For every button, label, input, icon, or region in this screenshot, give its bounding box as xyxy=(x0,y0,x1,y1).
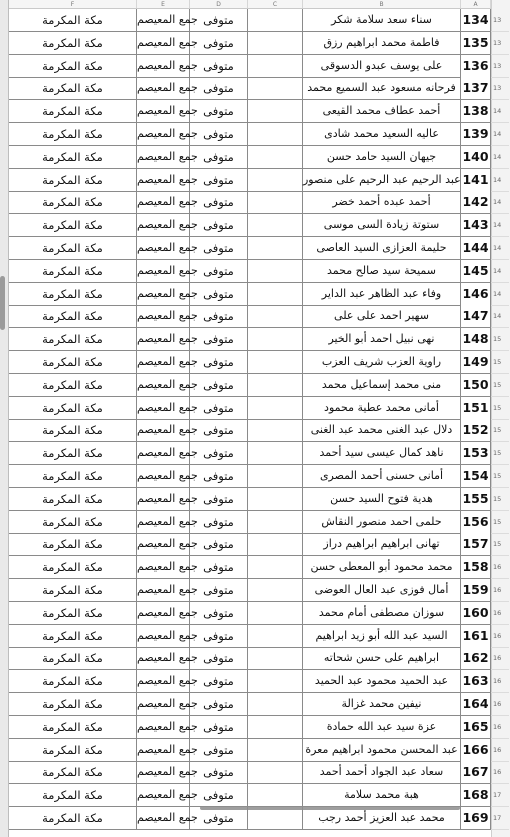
row-header[interactable]: 16 xyxy=(491,647,509,670)
table-row xyxy=(9,511,491,534)
number-cell[interactable]: 135 xyxy=(461,32,491,55)
name-cell[interactable]: ابراهيم على حسن شحاته xyxy=(303,647,461,670)
empty-cell[interactable] xyxy=(248,716,303,739)
status-cell[interactable]: متوفى xyxy=(190,784,248,807)
empty-cell[interactable] xyxy=(248,488,303,511)
status-cell[interactable]: متوفى xyxy=(190,511,248,534)
name-cell[interactable]: عبد المحسن محمود ابراهيم معرة xyxy=(303,739,461,762)
association-cell[interactable]: جمع المعيصم xyxy=(137,716,190,739)
name-cell[interactable]: محمد عبد العزيز أحمد رجب xyxy=(303,807,461,830)
association-cell[interactable]: جمع المعيصم xyxy=(137,146,190,169)
status-cell[interactable]: متوفى xyxy=(190,716,248,739)
name-cell[interactable]: أمال فوزى عبد العال العوضى xyxy=(303,579,461,602)
name-cell[interactable]: نهى نبيل احمد أبو الخير xyxy=(303,328,461,351)
association-cell[interactable]: جمع المعيصم xyxy=(137,602,190,625)
association-cell[interactable]: جمع المعيصم xyxy=(137,351,190,374)
number-cell[interactable]: 140 xyxy=(461,146,491,169)
row-header[interactable]: 14 xyxy=(491,123,509,146)
status-cell[interactable]: متوفى xyxy=(190,100,248,123)
name-cell[interactable]: راوية العزب شريف العزب xyxy=(303,351,461,374)
association-cell[interactable]: جمع المعيصم xyxy=(137,374,190,397)
name-cell[interactable]: وفاء عبد الظاهر عبد الداير xyxy=(303,283,461,306)
city-cell[interactable]: مكة المكرمة xyxy=(9,100,137,123)
name-cell[interactable]: عاليه السعيد محمد شادى xyxy=(303,123,461,146)
city-cell[interactable]: مكة المكرمة xyxy=(9,533,137,556)
row-header[interactable]: 15 xyxy=(491,488,509,511)
number-cell[interactable]: 152 xyxy=(461,419,491,442)
table-row xyxy=(9,488,491,511)
number-cell[interactable]: 163 xyxy=(461,670,491,693)
empty-cell[interactable] xyxy=(248,146,303,169)
number-cell[interactable]: 169 xyxy=(461,807,491,830)
name-cell[interactable]: سعاد عبد الجواد أحمد أحمد xyxy=(303,761,461,784)
row-header[interactable]: 15 xyxy=(491,328,509,351)
number-cell[interactable]: 146 xyxy=(461,283,491,306)
row-header[interactable]: 17 xyxy=(491,784,509,807)
status-cell[interactable]: متوفى xyxy=(190,55,248,78)
status-cell[interactable]: متوفى xyxy=(190,283,248,306)
column-header-b[interactable]: B xyxy=(303,0,461,9)
number-cell[interactable]: 151 xyxy=(461,397,491,420)
association-cell[interactable]: جمع المعيصم xyxy=(137,328,190,351)
row-header[interactable]: 14 xyxy=(491,169,509,192)
table-row xyxy=(9,419,491,442)
association-cell[interactable]: جمع المعيصم xyxy=(137,169,190,192)
row-header[interactable]: 14 xyxy=(491,191,509,214)
city-cell[interactable]: مكة المكرمة xyxy=(9,305,137,328)
name-cell[interactable]: أمانى حسنى أحمد المصرى xyxy=(303,465,461,488)
status-cell[interactable]: متوفى xyxy=(190,761,248,784)
row-header[interactable]: 16 xyxy=(491,739,509,762)
status-cell[interactable]: متوفى xyxy=(190,237,248,260)
number-cell[interactable]: 147 xyxy=(461,305,491,328)
table-row xyxy=(9,465,491,488)
table-row xyxy=(9,237,491,260)
association-cell[interactable]: جمع المعيصم xyxy=(137,556,190,579)
row-header[interactable]: 15 xyxy=(491,465,509,488)
city-cell[interactable]: مكة المكرمة xyxy=(9,351,137,374)
row-header[interactable]: 15 xyxy=(491,419,509,442)
row-header[interactable]: 17 xyxy=(491,807,509,830)
status-cell[interactable]: متوفى xyxy=(190,488,248,511)
number-cell[interactable]: 154 xyxy=(461,465,491,488)
number-cell[interactable]: 142 xyxy=(461,191,491,214)
table-row xyxy=(9,784,491,807)
table-row xyxy=(9,442,491,465)
empty-cell[interactable] xyxy=(248,602,303,625)
number-cell[interactable]: 141 xyxy=(461,169,491,192)
number-cell[interactable]: 143 xyxy=(461,214,491,237)
column-header-d[interactable]: D xyxy=(190,0,248,9)
table-row xyxy=(9,283,491,306)
row-header[interactable]: 14 xyxy=(491,237,509,260)
column-header-a[interactable]: A xyxy=(461,0,491,9)
name-cell[interactable]: سميحة سيد صالح محمد xyxy=(303,260,461,283)
empty-cell[interactable] xyxy=(248,328,303,351)
row-header[interactable]: 16 xyxy=(491,670,509,693)
table-row xyxy=(9,328,491,351)
city-cell[interactable]: مكة المكرمة xyxy=(9,77,137,100)
number-cell[interactable]: 153 xyxy=(461,442,491,465)
table-row xyxy=(9,169,491,192)
number-cell[interactable]: 144 xyxy=(461,237,491,260)
city-cell[interactable]: مكة المكرمة xyxy=(9,465,137,488)
city-cell[interactable]: مكة المكرمة xyxy=(9,442,137,465)
empty-cell[interactable] xyxy=(248,693,303,716)
empty-cell[interactable] xyxy=(248,55,303,78)
name-cell[interactable]: سهير احمد على على xyxy=(303,305,461,328)
number-cell[interactable]: 136 xyxy=(461,55,491,78)
name-cell[interactable]: عزة سيد عبد الله حمادة xyxy=(303,716,461,739)
table-row xyxy=(9,374,491,397)
status-cell[interactable]: متوفى xyxy=(190,693,248,716)
name-cell[interactable]: ناهد كمال عيسى سيد أحمد xyxy=(303,442,461,465)
status-cell[interactable]: متوفى xyxy=(190,625,248,648)
status-cell[interactable]: متوفى xyxy=(190,305,248,328)
empty-cell[interactable] xyxy=(248,77,303,100)
row-header[interactable]: 16 xyxy=(491,602,509,625)
status-cell[interactable]: متوفى xyxy=(190,9,248,32)
city-cell[interactable]: مكة المكرمة xyxy=(9,784,137,807)
row-header[interactable]: 16 xyxy=(491,625,509,648)
name-cell[interactable]: جيهان السيد حامد حسن xyxy=(303,146,461,169)
empty-cell[interactable] xyxy=(248,739,303,762)
table-row xyxy=(9,807,491,830)
status-cell[interactable]: متوفى xyxy=(190,533,248,556)
association-cell[interactable]: جمع المعيصم xyxy=(137,397,190,420)
left-edge-bar xyxy=(0,0,9,837)
empty-cell[interactable] xyxy=(248,419,303,442)
empty-cell[interactable] xyxy=(248,511,303,534)
empty-cell[interactable] xyxy=(248,465,303,488)
name-cell[interactable]: هبة محمد سلامة xyxy=(303,784,461,807)
status-cell[interactable]: متوفى xyxy=(190,419,248,442)
name-cell[interactable]: عبد الحميد محمود عبد الحميد xyxy=(303,670,461,693)
number-cell[interactable]: 148 xyxy=(461,328,491,351)
empty-cell[interactable] xyxy=(248,260,303,283)
association-cell[interactable]: جمع المعيصم xyxy=(137,533,190,556)
status-cell[interactable]: متوفى xyxy=(190,191,248,214)
vertical-scrollbar[interactable] xyxy=(0,276,5,330)
city-cell[interactable]: مكة المكرمة xyxy=(9,55,137,78)
association-cell[interactable]: جمع المعيصم xyxy=(137,442,190,465)
number-cell[interactable]: 156 xyxy=(461,511,491,534)
city-cell[interactable]: مكة المكرمة xyxy=(9,123,137,146)
empty-cell[interactable] xyxy=(248,647,303,670)
empty-cell[interactable] xyxy=(248,397,303,420)
status-cell[interactable]: متوفى xyxy=(190,328,248,351)
status-cell[interactable]: متوفى xyxy=(190,146,248,169)
city-cell[interactable]: مكة المكرمة xyxy=(9,579,137,602)
number-cell[interactable]: 139 xyxy=(461,123,491,146)
table-row xyxy=(9,123,491,146)
column-header-c[interactable]: C xyxy=(248,0,303,9)
association-cell[interactable]: جمع المعيصم xyxy=(137,488,190,511)
number-cell[interactable]: 137 xyxy=(461,77,491,100)
name-cell[interactable]: هدية فتوح السيد حسن xyxy=(303,488,461,511)
empty-cell[interactable] xyxy=(248,283,303,306)
status-cell[interactable]: متوفى xyxy=(190,602,248,625)
empty-cell[interactable] xyxy=(248,579,303,602)
name-cell[interactable]: دلال عبد الغنى محمد عبد الغنى xyxy=(303,419,461,442)
number-cell[interactable]: 149 xyxy=(461,351,491,374)
row-header[interactable]: 16 xyxy=(491,761,509,784)
empty-cell[interactable] xyxy=(248,670,303,693)
status-cell[interactable]: متوفى xyxy=(190,739,248,762)
row-header[interactable]: 16 xyxy=(491,556,509,579)
number-cell[interactable]: 138 xyxy=(461,100,491,123)
name-cell[interactable]: السيد عبد الله أبو زيد ابراهيم xyxy=(303,625,461,648)
status-cell[interactable]: متوفى xyxy=(190,465,248,488)
association-cell[interactable]: جمع المعيصم xyxy=(137,214,190,237)
association-cell[interactable]: جمع المعيصم xyxy=(137,739,190,762)
association-cell[interactable]: جمع المعيصم xyxy=(137,77,190,100)
empty-cell[interactable] xyxy=(248,9,303,32)
number-cell[interactable]: 158 xyxy=(461,556,491,579)
city-cell[interactable]: مكة المكرمة xyxy=(9,488,137,511)
name-cell[interactable]: تهانى ابراهيم ابراهيم دراز xyxy=(303,533,461,556)
name-cell[interactable]: أمانى محمد عطية محمود xyxy=(303,397,461,420)
association-cell[interactable]: جمع المعيصم xyxy=(137,807,190,830)
association-cell[interactable]: جمع المعيصم xyxy=(137,784,190,807)
table-row xyxy=(9,533,491,556)
city-cell[interactable]: مكة المكرمة xyxy=(9,169,137,192)
row-header[interactable]: 14 xyxy=(491,283,509,306)
row-header[interactable]: 16 xyxy=(491,579,509,602)
empty-cell[interactable] xyxy=(248,32,303,55)
association-cell[interactable]: جمع المعيصم xyxy=(137,305,190,328)
table-row xyxy=(9,397,491,420)
city-cell[interactable]: مكة المكرمة xyxy=(9,419,137,442)
city-cell[interactable]: مكة المكرمة xyxy=(9,761,137,784)
number-cell[interactable]: 167 xyxy=(461,761,491,784)
association-cell[interactable]: جمع المعيصم xyxy=(137,191,190,214)
city-cell[interactable]: مكة المكرمة xyxy=(9,397,137,420)
number-cell[interactable]: 145 xyxy=(461,260,491,283)
association-cell[interactable]: جمع المعيصم xyxy=(137,419,190,442)
city-cell[interactable]: مكة المكرمة xyxy=(9,511,137,534)
number-cell[interactable]: 164 xyxy=(461,693,491,716)
name-cell[interactable]: حلمى احمد منصور النقاش xyxy=(303,511,461,534)
association-cell[interactable]: جمع المعيصم xyxy=(137,283,190,306)
number-cell[interactable]: 165 xyxy=(461,716,491,739)
association-cell[interactable]: جمع المعيصم xyxy=(137,579,190,602)
table-row xyxy=(9,647,491,670)
number-cell[interactable]: 155 xyxy=(461,488,491,511)
empty-cell[interactable] xyxy=(248,807,303,830)
association-cell[interactable]: جمع المعيصم xyxy=(137,693,190,716)
name-cell[interactable]: سناء سعد سلامة شكر xyxy=(303,9,461,32)
table-row xyxy=(9,32,491,55)
empty-cell[interactable] xyxy=(248,123,303,146)
empty-cell[interactable] xyxy=(248,533,303,556)
table-row xyxy=(9,761,491,784)
name-cell[interactable]: فرحانه مسعود عبد السميع محمد xyxy=(303,77,461,100)
number-cell[interactable]: 168 xyxy=(461,784,491,807)
status-cell[interactable]: متوفى xyxy=(190,442,248,465)
row-header[interactable]: 16 xyxy=(491,716,509,739)
name-cell[interactable]: سوزان مصطفى أمام محمد xyxy=(303,602,461,625)
row-header[interactable]: 14 xyxy=(491,305,509,328)
city-cell[interactable]: مكة المكرمة xyxy=(9,625,137,648)
empty-cell[interactable] xyxy=(248,761,303,784)
row-header[interactable]: 15 xyxy=(491,397,509,420)
association-cell[interactable]: جمع المعيصم xyxy=(137,647,190,670)
association-cell[interactable]: جمع المعيصم xyxy=(137,625,190,648)
table-row xyxy=(9,214,491,237)
city-cell[interactable]: مكة المكرمة xyxy=(9,214,137,237)
table-row xyxy=(9,670,491,693)
row-header[interactable]: 14 xyxy=(491,260,509,283)
city-cell[interactable]: مكة المكرمة xyxy=(9,146,137,169)
association-cell[interactable]: جمع المعيصم xyxy=(137,237,190,260)
table-row xyxy=(9,146,491,169)
empty-cell[interactable] xyxy=(248,442,303,465)
row-header[interactable]: 15 xyxy=(491,511,509,534)
empty-cell[interactable] xyxy=(248,374,303,397)
status-cell[interactable]: متوفى xyxy=(190,351,248,374)
table-row xyxy=(9,77,491,100)
city-cell[interactable]: مكة المكرمة xyxy=(9,556,137,579)
city-cell[interactable]: مكة المكرمة xyxy=(9,739,137,762)
status-cell[interactable]: متوفى xyxy=(190,579,248,602)
name-cell[interactable]: أحمد عبده أحمد خضر xyxy=(303,191,461,214)
association-cell[interactable]: جمع المعيصم xyxy=(137,123,190,146)
association-cell[interactable]: جمع المعيصم xyxy=(137,465,190,488)
status-cell[interactable]: متوفى xyxy=(190,556,248,579)
empty-cell[interactable] xyxy=(248,625,303,648)
row-header[interactable]: 15 xyxy=(491,533,509,556)
table-row xyxy=(9,556,491,579)
association-cell[interactable]: جمع المعيصم xyxy=(137,260,190,283)
empty-cell[interactable] xyxy=(248,191,303,214)
horizontal-scrollbar[interactable] xyxy=(200,806,460,810)
status-cell[interactable]: متوفى xyxy=(190,169,248,192)
table-row xyxy=(9,625,491,648)
status-cell[interactable]: متوفى xyxy=(190,374,248,397)
row-header[interactable]: 15 xyxy=(491,351,509,374)
row-header[interactable]: 14 xyxy=(491,100,509,123)
table-row xyxy=(9,191,491,214)
table-row xyxy=(9,55,491,78)
column-header-e[interactable]: E xyxy=(137,0,190,9)
status-cell[interactable]: متوفى xyxy=(190,123,248,146)
row-header[interactable]: 13 xyxy=(491,55,509,78)
status-cell[interactable]: متوفى xyxy=(190,397,248,420)
status-cell[interactable]: متوفى xyxy=(190,647,248,670)
city-cell[interactable]: مكة المكرمة xyxy=(9,807,137,830)
city-cell[interactable]: مكة المكرمة xyxy=(9,602,137,625)
name-cell[interactable]: حليمة العزازى السيد العاصى xyxy=(303,237,461,260)
number-cell[interactable]: 150 xyxy=(461,374,491,397)
name-cell[interactable]: فاطمة محمد ابراهيم رزق xyxy=(303,32,461,55)
row-header[interactable]: 13 xyxy=(491,9,509,32)
city-cell[interactable]: مكة المكرمة xyxy=(9,693,137,716)
city-cell[interactable]: مكة المكرمة xyxy=(9,32,137,55)
empty-cell[interactable] xyxy=(248,351,303,374)
table-row xyxy=(9,579,491,602)
city-cell[interactable]: مكة المكرمة xyxy=(9,260,137,283)
number-cell[interactable]: 157 xyxy=(461,533,491,556)
empty-cell[interactable] xyxy=(248,784,303,807)
city-cell[interactable]: مكة المكرمة xyxy=(9,328,137,351)
column-header-f[interactable]: F xyxy=(9,0,137,9)
table-row xyxy=(9,602,491,625)
city-cell[interactable]: مكة المكرمة xyxy=(9,237,137,260)
name-cell[interactable]: على يوسف عبدو الدسوقى xyxy=(303,55,461,78)
table-row xyxy=(9,693,491,716)
name-cell[interactable]: أحمد عطاف محمد القيعى xyxy=(303,100,461,123)
row-header[interactable]: 14 xyxy=(491,214,509,237)
status-cell[interactable]: متوفى xyxy=(190,77,248,100)
status-cell[interactable]: متوفى xyxy=(190,260,248,283)
city-cell[interactable]: مكة المكرمة xyxy=(9,374,137,397)
status-cell[interactable]: متوفى xyxy=(190,214,248,237)
row-header[interactable]: 14 xyxy=(491,146,509,169)
table-row xyxy=(9,739,491,762)
empty-cell[interactable] xyxy=(248,237,303,260)
status-cell[interactable]: متوفى xyxy=(190,807,248,830)
number-cell[interactable]: 159 xyxy=(461,579,491,602)
empty-cell[interactable] xyxy=(248,556,303,579)
empty-cell[interactable] xyxy=(248,169,303,192)
city-cell[interactable]: مكة المكرمة xyxy=(9,670,137,693)
name-cell[interactable]: محمد محمود أبو المعطى حسن xyxy=(303,556,461,579)
name-cell[interactable]: نيفين محمد غزالة xyxy=(303,693,461,716)
association-cell[interactable]: جمع المعيصم xyxy=(137,511,190,534)
empty-cell[interactable] xyxy=(248,305,303,328)
association-cell[interactable]: جمع المعيصم xyxy=(137,55,190,78)
name-cell[interactable]: عبد الرحيم عبد الرحيم على منصور xyxy=(303,169,461,192)
table-row xyxy=(9,305,491,328)
number-cell[interactable]: 162 xyxy=(461,647,491,670)
association-cell[interactable]: جمع المعيصم xyxy=(137,100,190,123)
row-header[interactable]: 13 xyxy=(491,77,509,100)
association-cell[interactable]: جمع المعيصم xyxy=(137,761,190,784)
name-cell[interactable]: منى محمد إسماعيل محمد xyxy=(303,374,461,397)
city-cell[interactable]: مكة المكرمة xyxy=(9,9,137,32)
table-row xyxy=(9,9,491,32)
city-cell[interactable]: مكة المكرمة xyxy=(9,647,137,670)
number-cell[interactable]: 161 xyxy=(461,625,491,648)
table-row xyxy=(9,351,491,374)
row-header[interactable]: 15 xyxy=(491,442,509,465)
table-row xyxy=(9,260,491,283)
row-header[interactable]: 15 xyxy=(491,374,509,397)
association-cell[interactable]: جمع المعيصم xyxy=(137,670,190,693)
status-cell[interactable]: متوفى xyxy=(190,32,248,55)
number-cell[interactable]: 166 xyxy=(461,739,491,762)
city-cell[interactable]: مكة المكرمة xyxy=(9,191,137,214)
empty-cell[interactable] xyxy=(248,214,303,237)
number-cell[interactable]: 160 xyxy=(461,602,491,625)
association-cell[interactable]: جمع المعيصم xyxy=(137,32,190,55)
association-cell[interactable]: جمع المعيصم xyxy=(137,9,190,32)
table-row xyxy=(9,716,491,739)
status-cell[interactable]: متوفى xyxy=(190,670,248,693)
table-row xyxy=(9,100,491,123)
row-header[interactable]: 16 xyxy=(491,693,509,716)
name-cell[interactable]: ستوتة زيادة السى موسى xyxy=(303,214,461,237)
city-cell[interactable]: مكة المكرمة xyxy=(9,716,137,739)
empty-cell[interactable] xyxy=(248,100,303,123)
number-cell[interactable]: 134 xyxy=(461,9,491,32)
row-header[interactable]: 13 xyxy=(491,32,509,55)
city-cell[interactable]: مكة المكرمة xyxy=(9,283,137,306)
